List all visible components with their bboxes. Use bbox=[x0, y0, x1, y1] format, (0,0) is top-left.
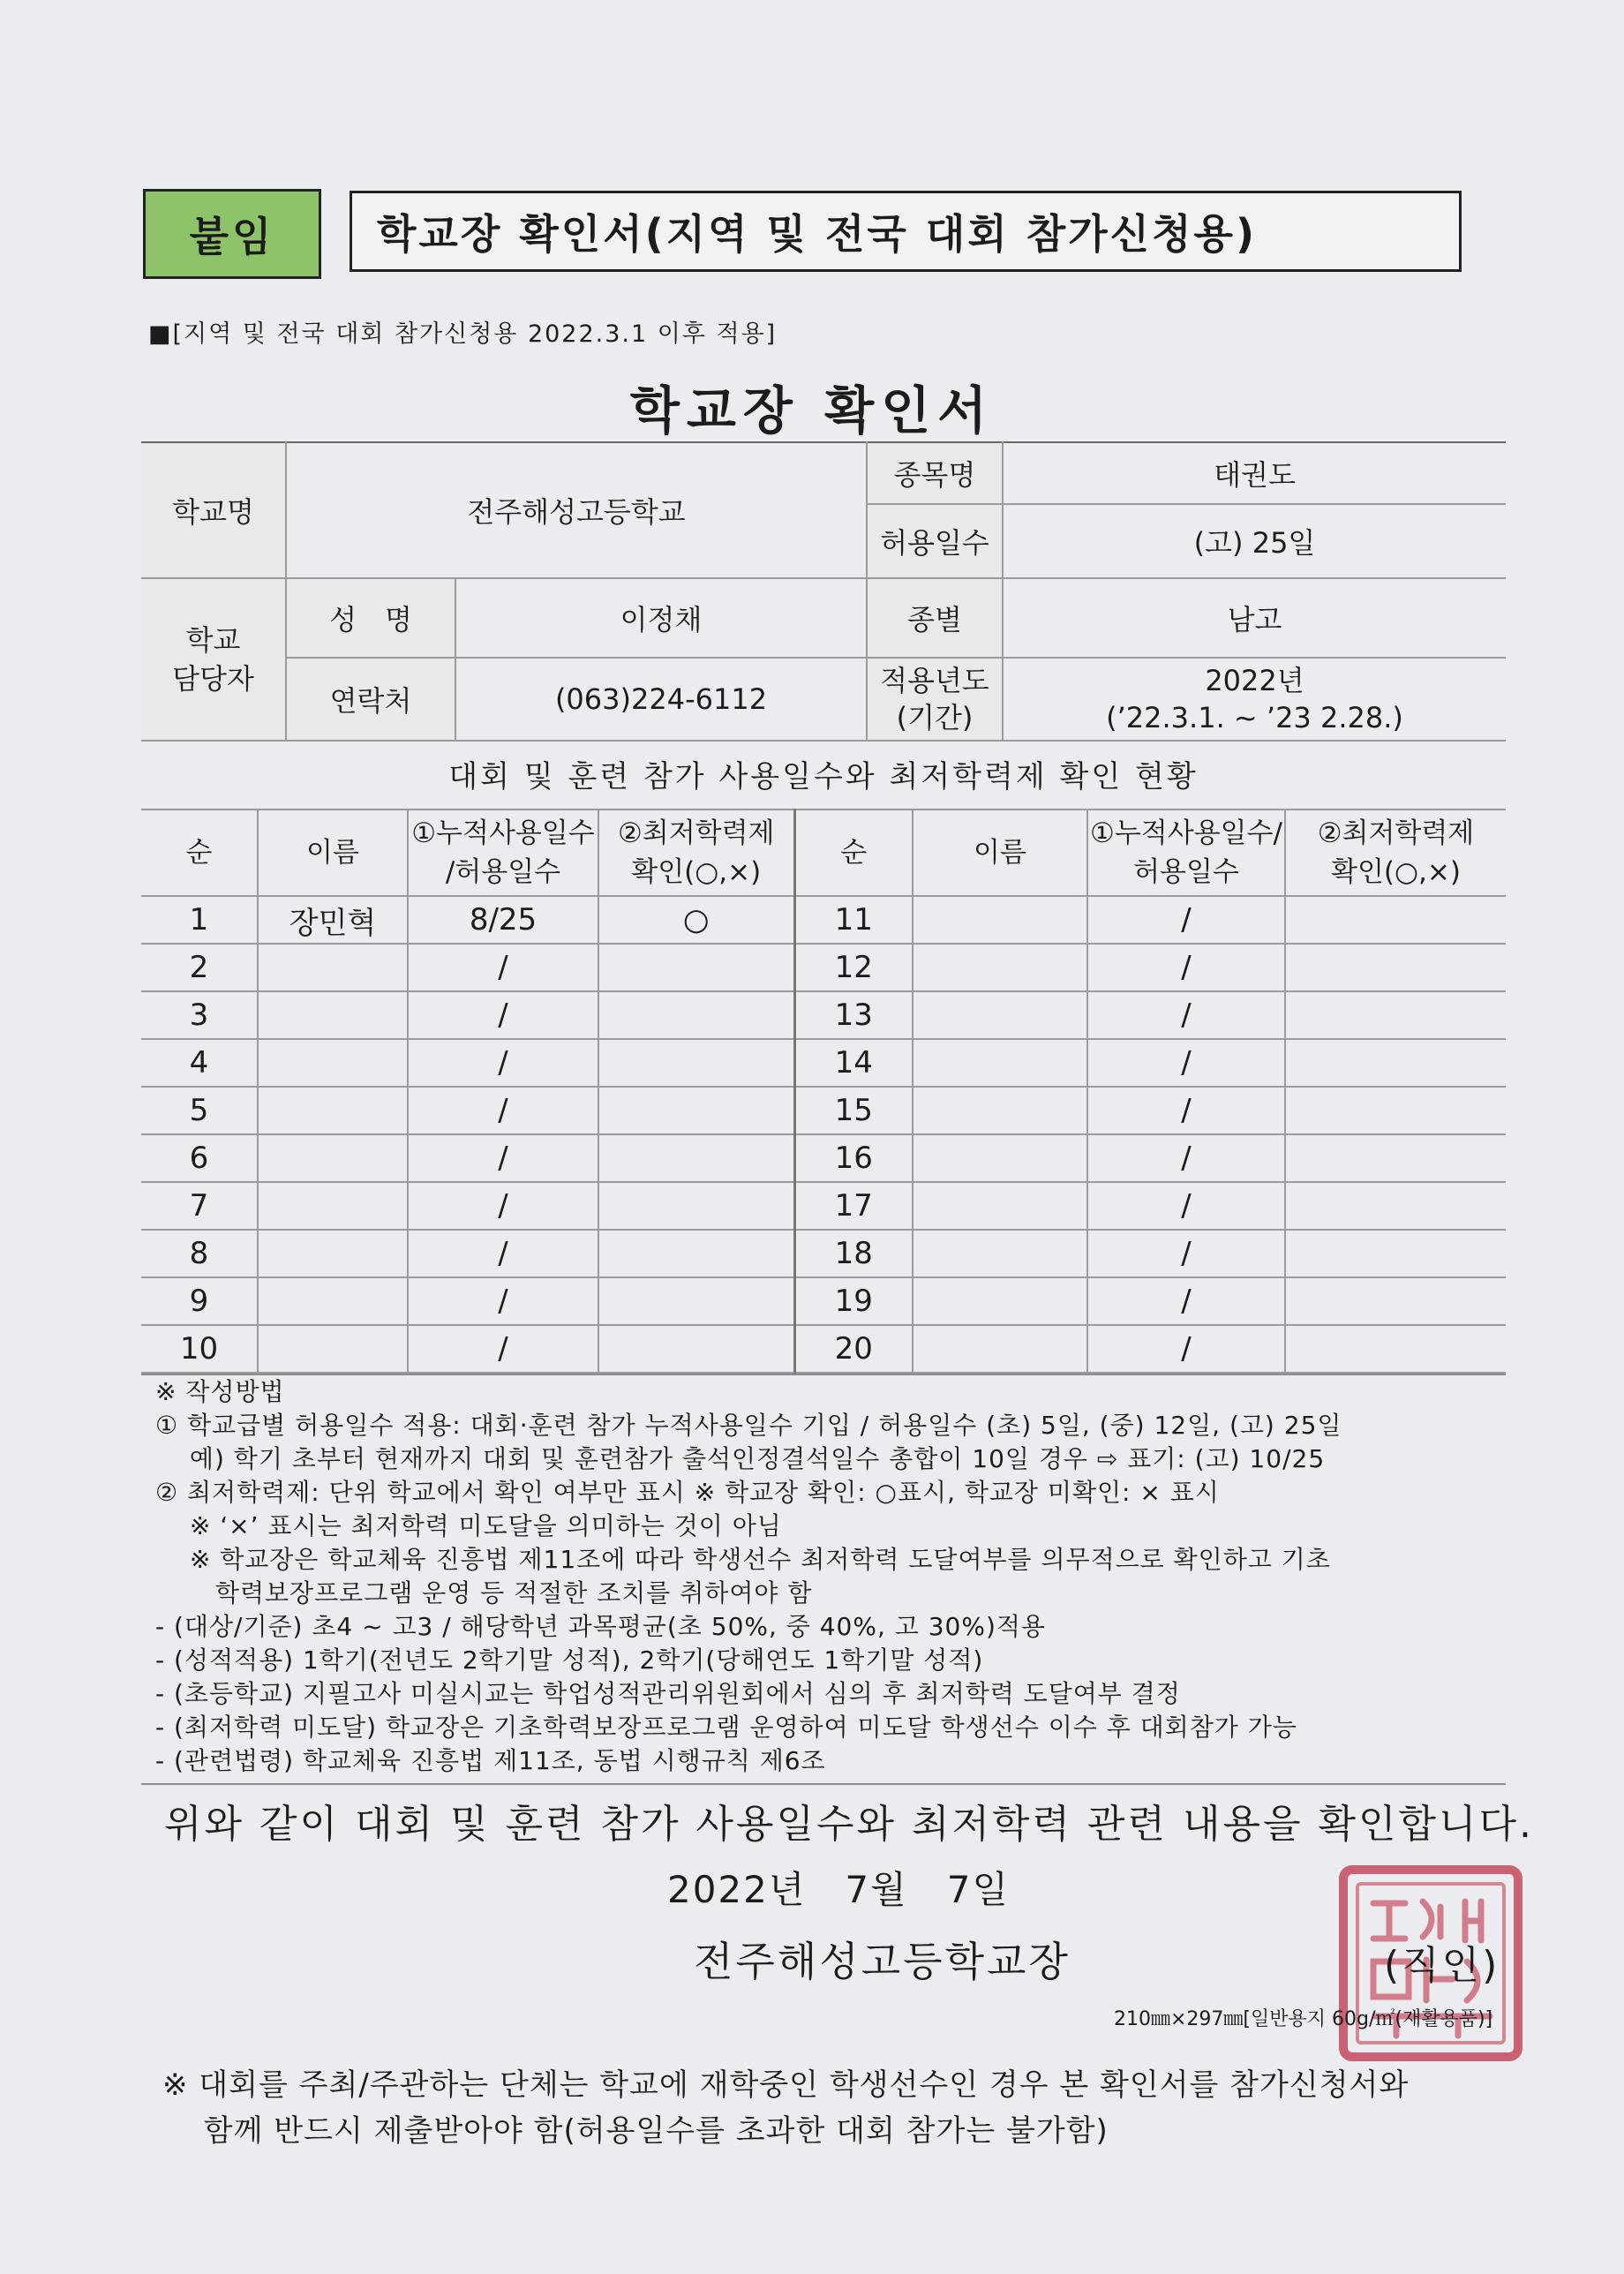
row-no-right: 15 bbox=[794, 1087, 913, 1134]
row-used-left: / bbox=[408, 1134, 598, 1182]
table-row bbox=[141, 1325, 1506, 1373]
row-used-left: / bbox=[408, 1325, 598, 1373]
row-check-right bbox=[1285, 1277, 1506, 1325]
row-used-right: / bbox=[1087, 991, 1285, 1039]
table-row bbox=[141, 944, 1506, 991]
row-no-left: 2 bbox=[141, 944, 258, 991]
row-check-left bbox=[598, 1182, 794, 1230]
row-no-left: 7 bbox=[141, 1182, 258, 1230]
name-label: 성 명 bbox=[286, 578, 455, 658]
row-name-left bbox=[258, 944, 408, 991]
row-used-right: / bbox=[1087, 1134, 1285, 1182]
row-used-right: / bbox=[1087, 1230, 1285, 1277]
info-table bbox=[141, 441, 1506, 742]
row-name-right bbox=[913, 1277, 1087, 1325]
row-used-right: / bbox=[1087, 1325, 1285, 1373]
row-used-left: / bbox=[408, 944, 598, 991]
row-check-left bbox=[598, 1277, 794, 1325]
col-check-left: ②최저학력제 확인(○,×) bbox=[598, 809, 794, 896]
attachment-tag: 붙임 bbox=[143, 189, 321, 279]
row-name-right bbox=[913, 1230, 1087, 1277]
category-label: 종별 bbox=[867, 578, 1003, 658]
note-line: ※ 학교장은 학교체육 진흥법 제11조에 따라 학생선수 최저학력 도달여부를 의무적으로 확인하고 기초 bbox=[155, 1545, 1331, 1574]
row-no-left: 10 bbox=[141, 1325, 258, 1373]
row-name-right bbox=[913, 1039, 1087, 1087]
table-row bbox=[141, 1182, 1506, 1230]
row-name-left: 장민혁 bbox=[258, 896, 408, 944]
note-line: - (관련법령) 학교체육 진흥법 제11조, 동법 시행규칙 제6조 bbox=[155, 1746, 826, 1775]
note-line: ※ ‘×’ 표시는 최저학력 미도달을 의미하는 것이 아님 bbox=[155, 1511, 782, 1540]
row-no-right: 16 bbox=[794, 1134, 913, 1182]
table-row bbox=[141, 896, 1506, 944]
row-check-left bbox=[598, 1325, 794, 1373]
row-check-left bbox=[598, 1039, 794, 1087]
row-no-left: 1 bbox=[141, 896, 258, 944]
col-no-right: 순 bbox=[794, 809, 913, 896]
row-used-right: / bbox=[1087, 1277, 1285, 1325]
main-title: 학교장 확인서 bbox=[629, 380, 995, 440]
allowed-days-value: (고) 25일 bbox=[1003, 504, 1506, 578]
row-name-left bbox=[258, 991, 408, 1039]
row-check-left bbox=[598, 944, 794, 991]
row-used-left: / bbox=[408, 1039, 598, 1087]
row-no-right: 14 bbox=[794, 1039, 913, 1087]
row-check-right bbox=[1285, 1325, 1506, 1373]
col-used-left: ①누적사용일수 /허용일수 bbox=[408, 809, 598, 896]
note-line: 학력보장프로그램 운영 등 적절한 조치를 취하여야 함 bbox=[155, 1578, 813, 1608]
row-no-right: 18 bbox=[794, 1230, 913, 1277]
row-used-right: / bbox=[1087, 944, 1285, 991]
apply-year-label: 적용년도 (기간) bbox=[867, 658, 1003, 741]
table-row bbox=[141, 1134, 1506, 1182]
row-used-left: / bbox=[408, 1087, 598, 1134]
note-line: 예) 학기 초부터 현재까지 대회 및 훈련참가 출석인정결석일수 총합이 10일 경우 ⇨ 표기: (고) 10/25 bbox=[155, 1444, 1326, 1473]
manager-label: 학교 담당자 bbox=[141, 578, 286, 741]
row-check-right bbox=[1285, 944, 1506, 991]
divider-bottom-notes bbox=[141, 1783, 1506, 1785]
table-row bbox=[141, 1277, 1506, 1325]
table-row bbox=[141, 1087, 1506, 1134]
row-check-left bbox=[598, 1134, 794, 1182]
row-used-right: / bbox=[1087, 1087, 1285, 1134]
footnote bbox=[162, 2062, 1409, 2154]
row-used-left: / bbox=[408, 1230, 598, 1277]
col-name-left: 이름 bbox=[258, 809, 408, 896]
row-check-left bbox=[598, 1230, 794, 1277]
row-name-right bbox=[913, 1325, 1087, 1373]
row-used-right: / bbox=[1087, 1039, 1285, 1087]
school-name: 전주해성고등학교 bbox=[286, 442, 867, 578]
col-no-left: 순 bbox=[141, 809, 258, 896]
paper-spec: 210㎜×297㎜[일반용지 60g/㎡(재활용품)] bbox=[1114, 2008, 1493, 2030]
row-name-left bbox=[258, 1134, 408, 1182]
note-line: ※ 작성방법 bbox=[155, 1377, 285, 1406]
usage-table bbox=[141, 809, 1506, 1374]
principal-name: 전주해성고등학교장 bbox=[694, 1938, 1071, 1985]
row-no-right: 20 bbox=[794, 1325, 913, 1373]
row-used-right: / bbox=[1087, 896, 1285, 944]
row-name-left bbox=[258, 1230, 408, 1277]
row-no-left: 6 bbox=[141, 1134, 258, 1182]
school-label: 학교명 bbox=[141, 442, 286, 578]
row-check-left bbox=[598, 991, 794, 1039]
document-header-title: 학교장 확인서(지역 및 전국 대회 참가신청용) bbox=[350, 191, 1462, 272]
row-used-left: 8/25 bbox=[408, 896, 598, 944]
row-no-left: 3 bbox=[141, 991, 258, 1039]
row-name-left bbox=[258, 1039, 408, 1087]
contact-value: (063)224-6112 bbox=[455, 658, 867, 741]
row-name-right bbox=[913, 944, 1087, 991]
col-check-right: ②최저학력제 확인(○,×) bbox=[1285, 809, 1506, 896]
row-used-left: / bbox=[408, 1182, 598, 1230]
col-name-right: 이름 bbox=[913, 809, 1087, 896]
contact-label: 연락처 bbox=[286, 658, 455, 741]
table-header-row bbox=[141, 809, 1506, 896]
table-subtitle: 대회 및 훈련 참가 사용일수와 최저학력제 확인 현황 bbox=[448, 759, 1199, 794]
note-line: ② 최저학력제: 단위 학교에서 확인 여부만 표시 ※ 학교장 확인: ○표시, 학교장 미확인: × 표시 bbox=[155, 1478, 1220, 1507]
row-check-right bbox=[1285, 991, 1506, 1039]
row-no-left: 4 bbox=[141, 1039, 258, 1087]
divider-top-notes bbox=[141, 1374, 1506, 1375]
note-line: - (최저학력 미도달) 학교장은 기초학력보장프로그램 운영하여 미도달 학생선수 이수 후 대회참가 가능 bbox=[155, 1713, 1297, 1742]
row-name-right bbox=[913, 991, 1087, 1039]
row-no-right: 19 bbox=[794, 1277, 913, 1325]
note-line: - (대상/기준) 초4 ~ 고3 / 해당학년 과목평균(초 50%, 중 40%, 고 30%)적용 bbox=[155, 1612, 1046, 1641]
row-no-right: 17 bbox=[794, 1182, 913, 1230]
row-used-right: / bbox=[1087, 1182, 1285, 1230]
confirmation-text: 위와 같이 대회 및 훈련 참가 사용일수와 최저학력 관련 내용을 확인합니다. bbox=[164, 1802, 1534, 1847]
row-check-right bbox=[1285, 896, 1506, 944]
seal-label: (직인) bbox=[1384, 1943, 1500, 1988]
row-name-left bbox=[258, 1087, 408, 1134]
row-name-right bbox=[913, 1134, 1087, 1182]
row-used-left: / bbox=[408, 1277, 598, 1325]
footnote-line: 함께 반드시 제출받아야 함(허용일수를 초과한 대회 참가는 불가함) bbox=[162, 2113, 1109, 2149]
row-no-left: 8 bbox=[141, 1230, 258, 1277]
row-used-left: / bbox=[408, 991, 598, 1039]
row-no-right: 12 bbox=[794, 944, 913, 991]
row-name-right bbox=[913, 1182, 1087, 1230]
writing-instructions bbox=[155, 1375, 1515, 1778]
event-value: 태권도 bbox=[1003, 442, 1506, 504]
row-name-right bbox=[913, 896, 1087, 944]
note-line: - (초등학교) 지필고사 미실시교는 학업성적관리위원회에서 심의 후 최저학력 도달여부 결정 bbox=[155, 1679, 1181, 1708]
event-label: 종목명 bbox=[867, 442, 1003, 504]
row-check-left: ○ bbox=[598, 896, 794, 944]
applied-note: ■[지역 및 전국 대회 참가신청용 2022.3.1 이후 적용] bbox=[148, 320, 778, 348]
row-name-left bbox=[258, 1182, 408, 1230]
col-used-right: ①누적사용일수/ 허용일수 bbox=[1087, 809, 1285, 896]
row-name-left bbox=[258, 1325, 408, 1373]
row-check-left bbox=[598, 1087, 794, 1134]
table-row bbox=[141, 991, 1506, 1039]
apply-year-value: 2022년 (’22.3.1. ~ ’23 2.28.) bbox=[1003, 658, 1506, 741]
table-row bbox=[141, 1039, 1506, 1087]
row-check-right bbox=[1285, 1087, 1506, 1134]
manager-name: 이정채 bbox=[455, 578, 867, 658]
row-name-right bbox=[913, 1087, 1087, 1134]
row-name-left bbox=[258, 1277, 408, 1325]
category-value: 남고 bbox=[1003, 578, 1506, 658]
row-check-right bbox=[1285, 1230, 1506, 1277]
row-no-left: 9 bbox=[141, 1277, 258, 1325]
issue-date: 2022년 7월 7일 bbox=[666, 1868, 1011, 1911]
row-check-right bbox=[1285, 1134, 1506, 1182]
note-line: ① 학교급별 허용일수 적용: 대회·훈련 참가 누적사용일수 기입 / 허용일수 (초) 5일, (중) 12일, (고) 25일 bbox=[155, 1411, 1342, 1440]
note-line: - (성적적용) 1학기(전년도 2학기말 성적), 2학기(당해연도 1학기말 성적) bbox=[155, 1645, 984, 1675]
row-no-left: 5 bbox=[141, 1087, 258, 1134]
table-row bbox=[141, 1230, 1506, 1277]
footnote-line: ※ 대회를 주최/주관하는 단체는 학교에 재학중인 학생선수인 경우 본 확인서를 참가신청서와 bbox=[162, 2067, 1410, 2103]
row-no-right: 13 bbox=[794, 991, 913, 1039]
row-no-right: 11 bbox=[794, 896, 913, 944]
allowed-days-label: 허용일수 bbox=[867, 504, 1003, 578]
row-check-right bbox=[1285, 1182, 1506, 1230]
row-check-right bbox=[1285, 1039, 1506, 1087]
